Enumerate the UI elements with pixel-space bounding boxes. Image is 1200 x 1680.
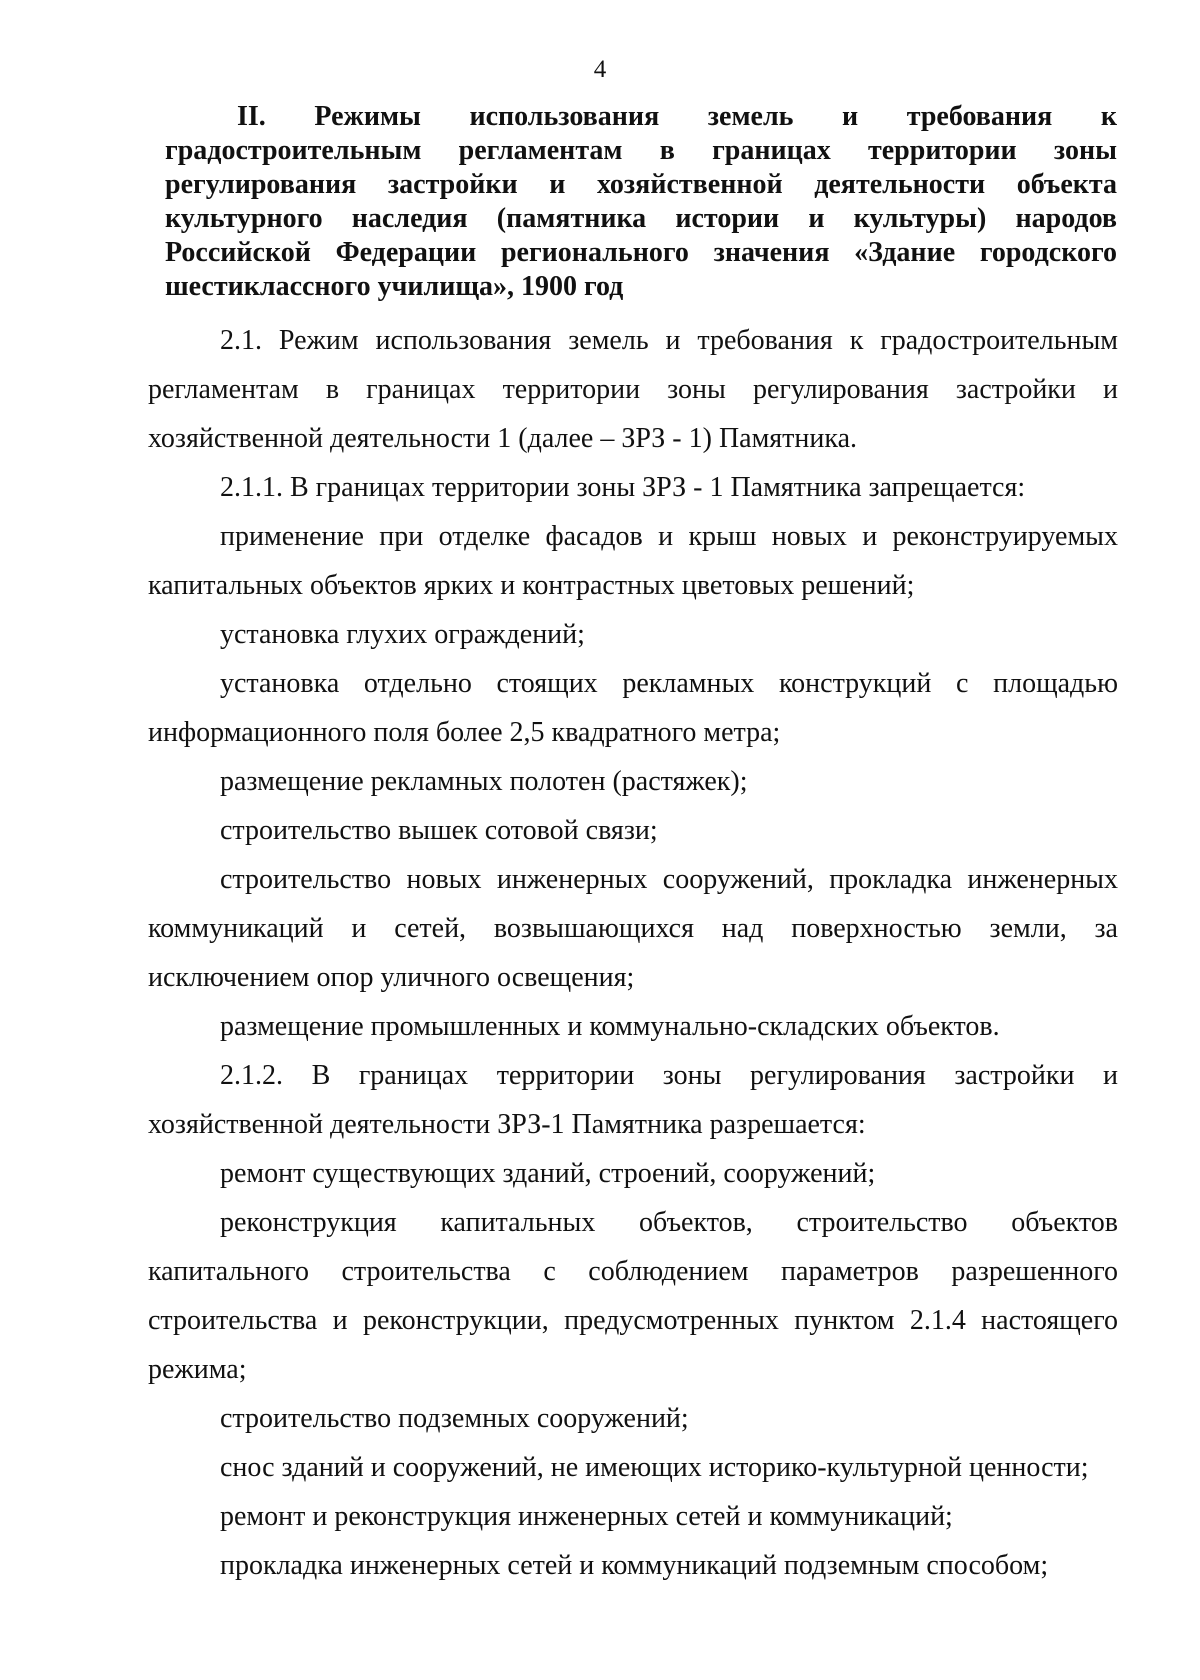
heading-line: градостроительным регламентам в границах территории зоны	[165, 135, 1117, 166]
paragraph-line: размещение рекламных полотен (растяжек);	[220, 766, 748, 797]
paragraph-line: прокладка инженерных сетей и коммуникаций подземным способом;	[220, 1550, 1049, 1581]
paragraph-line: ремонт существующих зданий, строений, сооружений;	[220, 1158, 876, 1189]
heading-line: регулирования застройки и хозяйственной деятельности объекта	[165, 169, 1117, 200]
paragraph-2-1	[148, 316, 1118, 463]
paragraph-line: хозяйственной деятельности 1 (далее – ЗРЗ - 1) Памятника.	[148, 423, 857, 454]
heading-line: шестиклассного училища», 1900 год	[165, 271, 624, 302]
heading-line: культурного наследия (памятника истории и культуры) народов	[165, 203, 1117, 234]
list-item	[148, 855, 1118, 1002]
list-item	[148, 1492, 1118, 1541]
heading-line: Российской Федерации регионального значения «Здание городского	[165, 237, 1117, 268]
list-item	[148, 1198, 1118, 1394]
paragraph-line: исключением опор уличного освещения;	[148, 962, 635, 993]
paragraph-line: строительство подземных сооружений;	[220, 1403, 689, 1434]
paragraph-line: строительство вышек сотовой связи;	[220, 815, 658, 846]
paragraph-line: применение при отделке фасадов и крыш новых и реконструируемых	[220, 521, 1118, 552]
paragraph-line: установка глухих ограждений;	[220, 619, 585, 650]
paragraph-line: информационного поля более 2,5 квадратного метра;	[148, 717, 781, 748]
document-body	[148, 316, 1118, 1590]
paragraph-line: строительство новых инженерных сооружений, прокладка инженерных	[220, 864, 1118, 895]
paragraph-line: установка отдельно стоящих рекламных конструкций с площадью	[220, 668, 1118, 699]
paragraph-line: капитального строительства с соблюдением параметров разрешенного	[148, 1256, 1118, 1287]
paragraph-line: строительства и реконструкции, предусмотренных пунктом 2.1.4 настоящего	[148, 1305, 1118, 1336]
list-item	[148, 757, 1118, 806]
paragraph-line: реконструкция капитальных объектов, строительство объектов	[220, 1207, 1118, 1238]
list-item	[148, 512, 1118, 610]
paragraph-line: хозяйственной деятельности ЗРЗ-1 Памятника разрешается:	[148, 1109, 866, 1140]
list-item	[148, 806, 1118, 855]
list-item	[148, 1443, 1118, 1492]
paragraph-line: ремонт и реконструкция инженерных сетей и коммуникаций;	[220, 1501, 953, 1532]
paragraph-2-1-1	[148, 463, 1118, 512]
paragraph-line: размещение промышленных и коммунально-складских объектов.	[220, 1011, 1000, 1042]
paragraph-line: коммуникаций и сетей, возвышающихся над поверхностью земли, за	[148, 913, 1118, 944]
paragraph-line: регламентам в границах территории зоны регулирования застройки и	[148, 374, 1118, 405]
paragraph-line: снос зданий и сооружений, не имеющих историко-культурной ценности;	[220, 1452, 1089, 1483]
list-item	[148, 1149, 1118, 1198]
list-item	[148, 1394, 1118, 1443]
list-item	[148, 1002, 1118, 1051]
paragraph-line: 2.1.2. В границах территории зоны регулирования застройки и	[220, 1060, 1118, 1091]
list-item	[148, 1541, 1118, 1590]
paragraph-line: капитальных объектов ярких и контрастных цветовых решений;	[148, 570, 915, 601]
list-item	[148, 610, 1118, 659]
list-item	[148, 659, 1118, 757]
page-number: 4	[593, 56, 607, 83]
paragraph-2-1-2	[148, 1051, 1118, 1149]
paragraph-line: 2.1. Режим использования земель и требования к градостроительным	[220, 325, 1118, 356]
section-heading	[165, 100, 1117, 304]
heading-line: II. Режимы использования земель и требования к	[237, 101, 1117, 132]
paragraph-line: режима;	[148, 1354, 247, 1385]
paragraph-line: 2.1.1. В границах территории зоны ЗРЗ - 1 Памятника запрещается:	[220, 472, 1026, 503]
